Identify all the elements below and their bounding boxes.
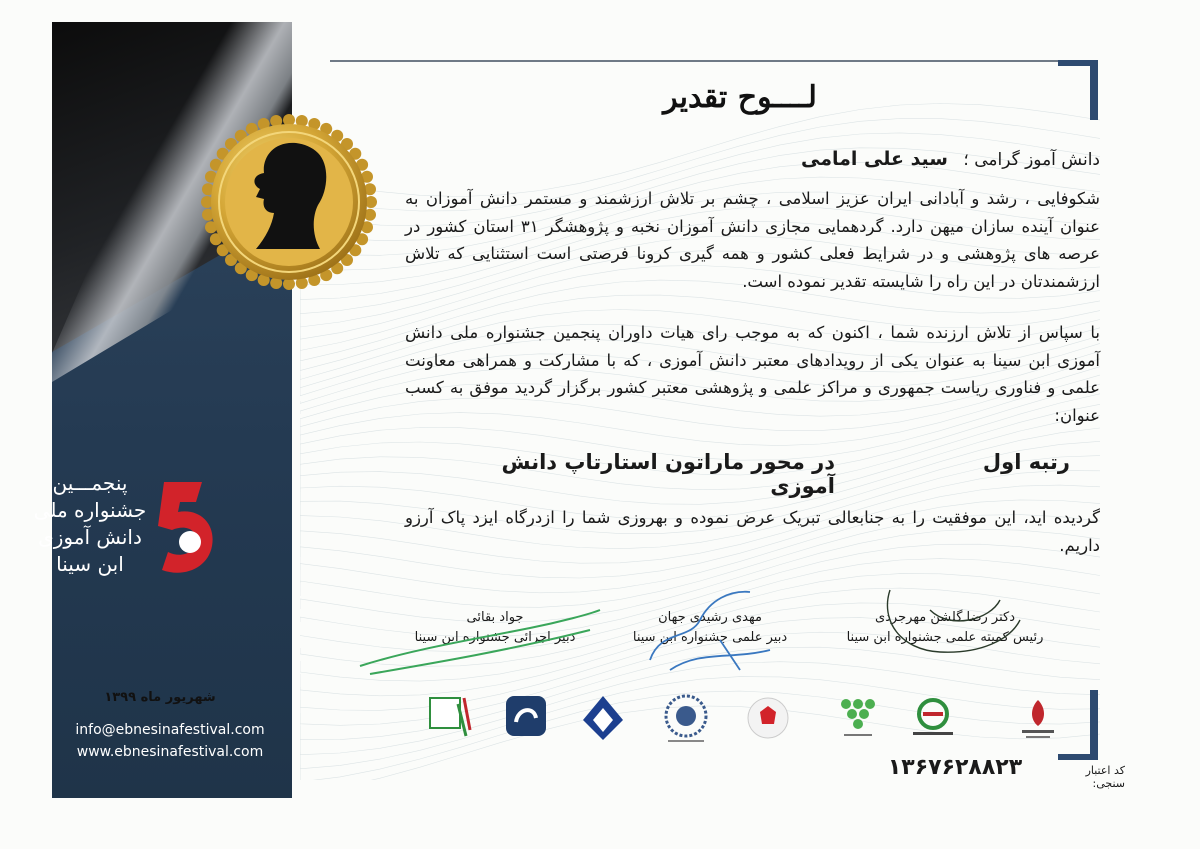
festival-title-line2: جشنواره ملی	[33, 498, 147, 522]
body-paragraph-3: گردیده اید، این موفقیت را به جنابعالی تبریک عرض نموده و بهروزی شما را ازدرگاه ایزد پاک آرزو داریم.	[405, 508, 1100, 555]
gold-medal-emblem	[200, 113, 378, 291]
body-paragraph-1: شکوفایی ، رشد و آبادانی ایران عزیز اسلامی ، چشم بر تلاش ارزشمند و مستمر دانش آموزان به عنوان آینده سازان میهن دارد. گردهمایی مجازی دانش آموزان نخبه و پژوهشگر ۳۱ استان کشور در عرصه های پژوهشی و در شرایط فعلی کشور و همه گیری کرونا فرصتی است استثنایی که تلاش ارزشمندتان در این راه را شایسته تقدیر نموده است.	[405, 189, 1100, 291]
greeting-label: دانش آموز گرامی ؛	[963, 150, 1100, 170]
validation-code-value: ۱۳۶۷۶۲۸۸۲۳	[887, 755, 1023, 780]
frame-corner-bottom-right-h	[1058, 754, 1098, 760]
validation-code-label: کد اعتبار سنجی:	[1085, 764, 1125, 790]
signer-role: رئیس کمیته علمی جشنواره ابن سینا	[846, 630, 1044, 645]
jahad-agriculture-logo	[420, 690, 476, 746]
signature-block-executive-secretary	[390, 608, 600, 648]
body-paragraph-2: با سپاس از تلاش ارزنده شما ، اکنون که به موجب رای هیات داوران پنجمین جشنواره ملی دانش آموزی ابن سینا به عنوان یکی از رویدادهای معتبر دانش آموزی ، که با مشارکت و همراهی معاونت علمی و فناوری ریاست جمهوری و مراکز علمی و پژوهشی معتبر کشور برگزار گردید موفق به کسب عنوان:	[405, 323, 1100, 425]
certificate-title: لــــوح تقدیر	[663, 80, 817, 115]
festival-title-line4: ابن سینا	[56, 552, 124, 576]
grape-cluster-logo	[830, 690, 886, 746]
website-link[interactable]: www.ebnesinafestival.com	[76, 744, 264, 760]
issue-date: شهریور ماه ۱۳۹۹	[104, 690, 216, 705]
ministry-education-logo	[1010, 690, 1066, 746]
greeting-line	[700, 148, 1100, 170]
university-seal-logo	[658, 690, 714, 746]
festival-title-line1: پنجمـــین	[52, 471, 128, 495]
signature-block-scientific-secretary	[610, 608, 810, 648]
research-house-logo	[740, 690, 796, 746]
signer-role: دبیر اجرائی جشنواره ابن سینا	[414, 630, 576, 645]
signer-name: جواد بقائی	[466, 610, 524, 625]
frame-corner-top-right	[1090, 60, 1098, 120]
frame-corner-bottom-right	[1090, 690, 1098, 760]
festival-number-logo	[150, 478, 220, 578]
contact-email[interactable]: info@ebnesinafestival.com	[75, 722, 265, 738]
award-axis: در محور ماراتون استارتاپ دانش آموزی	[501, 450, 835, 498]
signer-name: مهدی رشیدی جهان	[658, 610, 762, 625]
festival-title-line3: دانش آموزی	[38, 525, 142, 549]
sponsor-square-logo	[498, 690, 554, 746]
azad-university-logo	[575, 690, 631, 746]
frame-corner-top-right-h	[1058, 60, 1098, 66]
festival-title	[30, 470, 150, 578]
frame-top-line	[330, 60, 1090, 62]
signer-name: دکتر رضا گلشن مهرجردی	[874, 610, 1016, 625]
recipient-name: سید علی امامی	[800, 148, 948, 170]
signer-role: دبیر علمی جشنواره ابن سینا	[632, 630, 788, 645]
vice-presidency-science-logo	[905, 690, 961, 746]
award-rank: رتبه اول	[982, 450, 1070, 474]
sponsor-logos-row	[380, 690, 1070, 746]
signature-block-scientific-head	[830, 608, 1060, 648]
